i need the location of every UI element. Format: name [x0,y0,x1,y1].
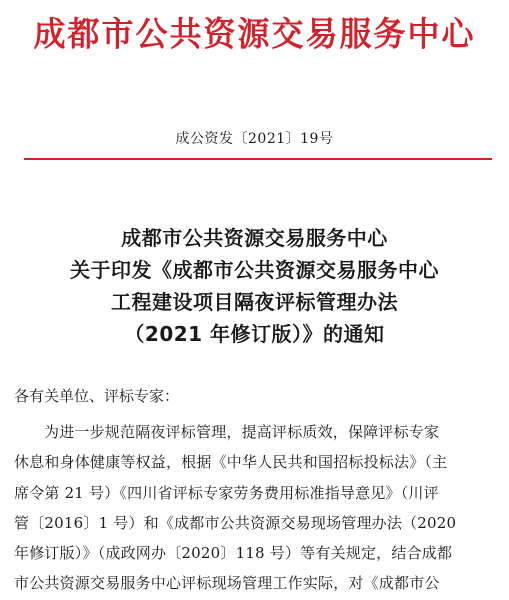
body-paragraph [14,417,498,599]
title-line: 成都市公共资源交易服务中心 [121,226,388,250]
agency-masthead: 成都市公共资源交易服务中心 [33,14,476,54]
body-line: 休息和身体健康等权益，根据《中华人民共和国招标投标法》（主 [14,453,448,472]
title-line: （2021 年修订版）》的通知 [124,322,385,346]
body-line: 席令第 21 号）《四川省评标专家劳务费用标准指导意见》（川评 [14,483,439,502]
body-line: 为进一步规范隔夜评标管理，提高评标质效，保障评标专家 [44,423,440,441]
document-title [0,222,509,350]
red-divider-line [24,158,492,160]
body-line: 管〔2016〕1 号）和《成都市公共资源交易现场管理办法（2020 [14,513,457,532]
title-line: 工程建设项目隔夜评标管理办法 [111,290,398,314]
body-line: 市公共资源交易服务中心评标现场管理工作实际，对《成都市公 [14,574,440,593]
salutation: 各有关单位、评标专家： [14,387,180,405]
document-number: 成公资发〔2021〕19号 [175,131,334,147]
title-line: 关于印发《成都市公共资源交易服务中心 [70,258,439,282]
body-line: 年修订版）》（成政网办〔2020〕118 号）等有关规定，结合成都 [14,544,453,563]
